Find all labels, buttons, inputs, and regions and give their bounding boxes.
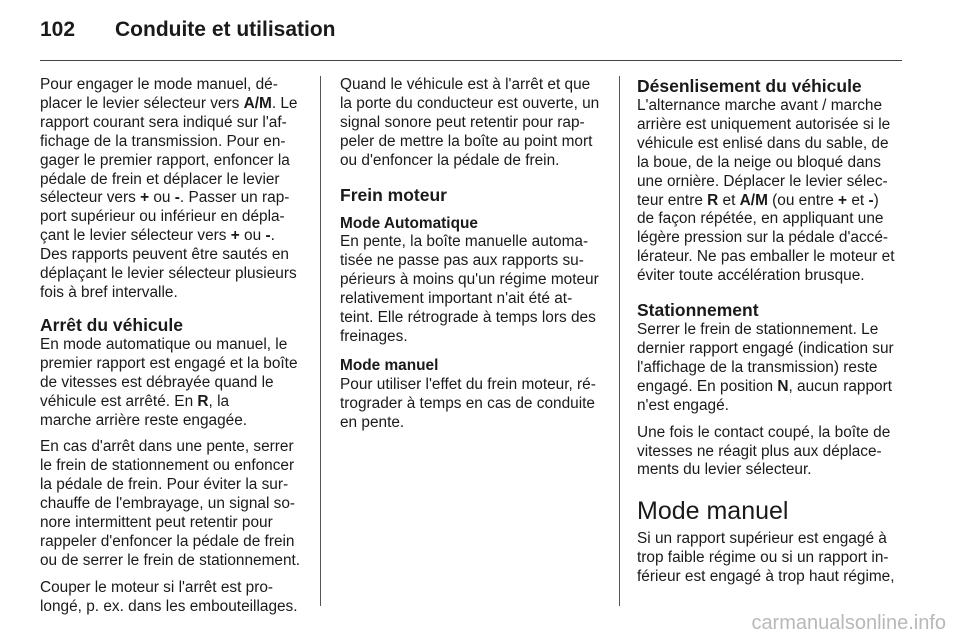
subsection-heading: Mode manuel: [340, 356, 439, 374]
text-line: engagé. En position N, aucun rapport: [637, 377, 892, 395]
paragraph: [40, 76, 306, 303]
column-left: [40, 76, 306, 625]
bold-key: +: [230, 227, 240, 245]
text-line: trop faible régime ou si un rapport in-: [637, 549, 889, 567]
text-line: pédale de frein et déplacer le levier: [40, 170, 280, 188]
header-rule: [40, 60, 902, 61]
paragraph: [40, 336, 306, 431]
paragraph: [40, 579, 306, 617]
text-line: marche arrière reste engagée.: [40, 411, 248, 429]
text-line: tisée ne passe pas aux rapports su-: [340, 252, 584, 270]
bold-key: -: [868, 191, 874, 209]
text-line: dernier rapport engagé (indication sur: [637, 339, 894, 357]
text-line: peler de mettre la boîte au point mort: [340, 132, 593, 150]
text-line: la pédale de frein. Pour éviter la sur-: [40, 476, 289, 494]
text-line: teint. Elle rétrograde à temps lors des: [340, 309, 596, 327]
text-line: fichage de la transmission. Pour en-: [40, 132, 286, 150]
text-line: lérateur. Ne pas emballer le moteur et: [637, 248, 895, 266]
text-line: de vitesses est débrayée quand le: [40, 373, 274, 391]
bold-key: -: [265, 227, 271, 245]
text-line: signal sonore peut retentir pour rap-: [340, 113, 585, 131]
text-line: En mode automatique ou manuel, le: [40, 335, 288, 353]
text-line: fois à bref intervalle.: [40, 283, 178, 301]
text-line: ou d'enfoncer la pédale de frein.: [340, 151, 560, 169]
text-line: Serrer le frein de stationnement. Le: [637, 321, 879, 339]
paragraph: [637, 321, 903, 416]
bold-key: +: [838, 191, 848, 209]
text-line: véhicule est arrêté. En R, la: [40, 392, 230, 410]
text-line: nore intermittent peut retentir pour: [40, 514, 273, 532]
text-line: en pente.: [340, 413, 405, 431]
text-line: Une fois le contact coupé, la boîte de: [637, 423, 891, 441]
text-line: périeurs à moins qu'un régime moteur: [340, 271, 599, 289]
text-line: le frein de stationnement ou enfoncer: [40, 457, 295, 475]
text-line: Si un rapport supérieur est engagé à: [637, 530, 887, 548]
text-line: Des rapports peuvent être sautés en: [40, 246, 289, 264]
text-line: En pente, la boîte manuelle automa-: [340, 233, 589, 251]
bold-key: +: [140, 189, 150, 207]
column-divider: [619, 76, 620, 606]
text-line: En cas d'arrêt dans une pente, serrer: [40, 438, 294, 456]
bold-key: A/M: [243, 94, 272, 112]
text-line: déplaçant le levier sélecteur plusieurs: [40, 265, 297, 283]
bold-key: R: [197, 392, 209, 410]
section-heading: Désenlisement du véhicule: [637, 76, 862, 96]
text-line: férieur est engagé à trop haut régime,: [637, 568, 895, 586]
text-line: n'est engagé.: [637, 396, 729, 414]
chapter-heading: Mode manuel: [637, 497, 789, 526]
section-heading: Arrêt du véhicule: [40, 314, 183, 335]
paragraph: [637, 424, 903, 481]
text-line: chauffe de l'embrayage, un signal so-: [40, 495, 296, 513]
column-right: [637, 76, 903, 595]
bold-key: -: [174, 189, 180, 207]
text-line: l'affichage de la transmission) reste: [637, 358, 878, 376]
paragraph: [340, 76, 604, 171]
text-line: ou de serrer le frein de stationnement.: [40, 551, 301, 569]
text-line: véhicule est enlisé dans du sable, de: [637, 134, 889, 152]
text-line: la porte du conducteur est ouverte, un: [340, 94, 600, 112]
text-line: relativement important n'ait été at-: [340, 290, 573, 308]
text-line: légère pression sur la pédale d'accé-: [637, 229, 889, 247]
subsection-heading: Mode Automatique: [340, 214, 478, 232]
column-divider: [320, 76, 321, 606]
text-line: vitesses ne réagit plus aux déplace-: [637, 442, 882, 460]
text-line: gager le premier rapport, enfoncer la: [40, 151, 290, 169]
paragraph: [40, 438, 306, 570]
paragraph: [340, 233, 604, 346]
section-heading: Frein moteur: [340, 184, 447, 205]
paragraph: [637, 530, 903, 587]
text-line: Pour utiliser l'effet du frein moteur, ré-: [340, 375, 596, 393]
paragraph: [637, 97, 903, 286]
bold-key: N: [777, 377, 789, 395]
text-line: teur entre R et A/M (ou entre + et -): [637, 191, 879, 209]
text-line: freinages.: [340, 327, 408, 345]
text-line: Pour engager le mode manuel, dé-: [40, 76, 278, 93]
text-line: rappeler d'enfoncer la pédale de frein: [40, 532, 295, 550]
text-line: éviter toute accélération brusque.: [637, 267, 865, 285]
text-line: la boue, de la neige ou bloqué dans: [637, 153, 881, 171]
text-line: Couper le moteur si l'arrêt est pro-: [40, 578, 274, 596]
text-line: L'alternance marche avant / marche: [637, 97, 883, 114]
text-line: de façon répétée, en appliquant une: [637, 210, 884, 228]
text-line: Quand le véhicule est à l'arrêt et que: [340, 76, 591, 93]
text-line: rapport courant sera indiqué sur l'af-: [40, 113, 287, 131]
section-heading: Stationnement: [637, 300, 759, 321]
text-line: sélecteur vers + ou -. Passer un rap-: [40, 189, 290, 207]
page-title: Conduite et utilisation: [115, 18, 336, 41]
text-line: çant le levier sélecteur vers + ou -.: [40, 227, 275, 245]
text-line: ments du levier sélecteur.: [637, 461, 812, 479]
text-line: une ornière. Déplacer le levier sélec-: [637, 172, 888, 190]
bold-key: A/M: [739, 191, 768, 209]
text-line: trograder à temps en cas de conduite: [340, 394, 595, 412]
text-line: premier rapport est engagé et la boîte: [40, 354, 298, 372]
column-middle: [340, 76, 604, 441]
text-line: placer le levier sélecteur vers A/M. Le: [40, 94, 298, 112]
watermark: carmanualsonline.info: [751, 612, 946, 634]
paragraph: [340, 376, 604, 433]
text-line: port supérieur ou inférieur en dépla-: [40, 208, 285, 226]
text-line: arrière est uniquement autorisée si le: [637, 115, 891, 133]
text-line: longé, p. ex. dans les embouteillages.: [40, 597, 298, 615]
page-number: 102: [40, 18, 76, 41]
bold-key: R: [707, 191, 719, 209]
